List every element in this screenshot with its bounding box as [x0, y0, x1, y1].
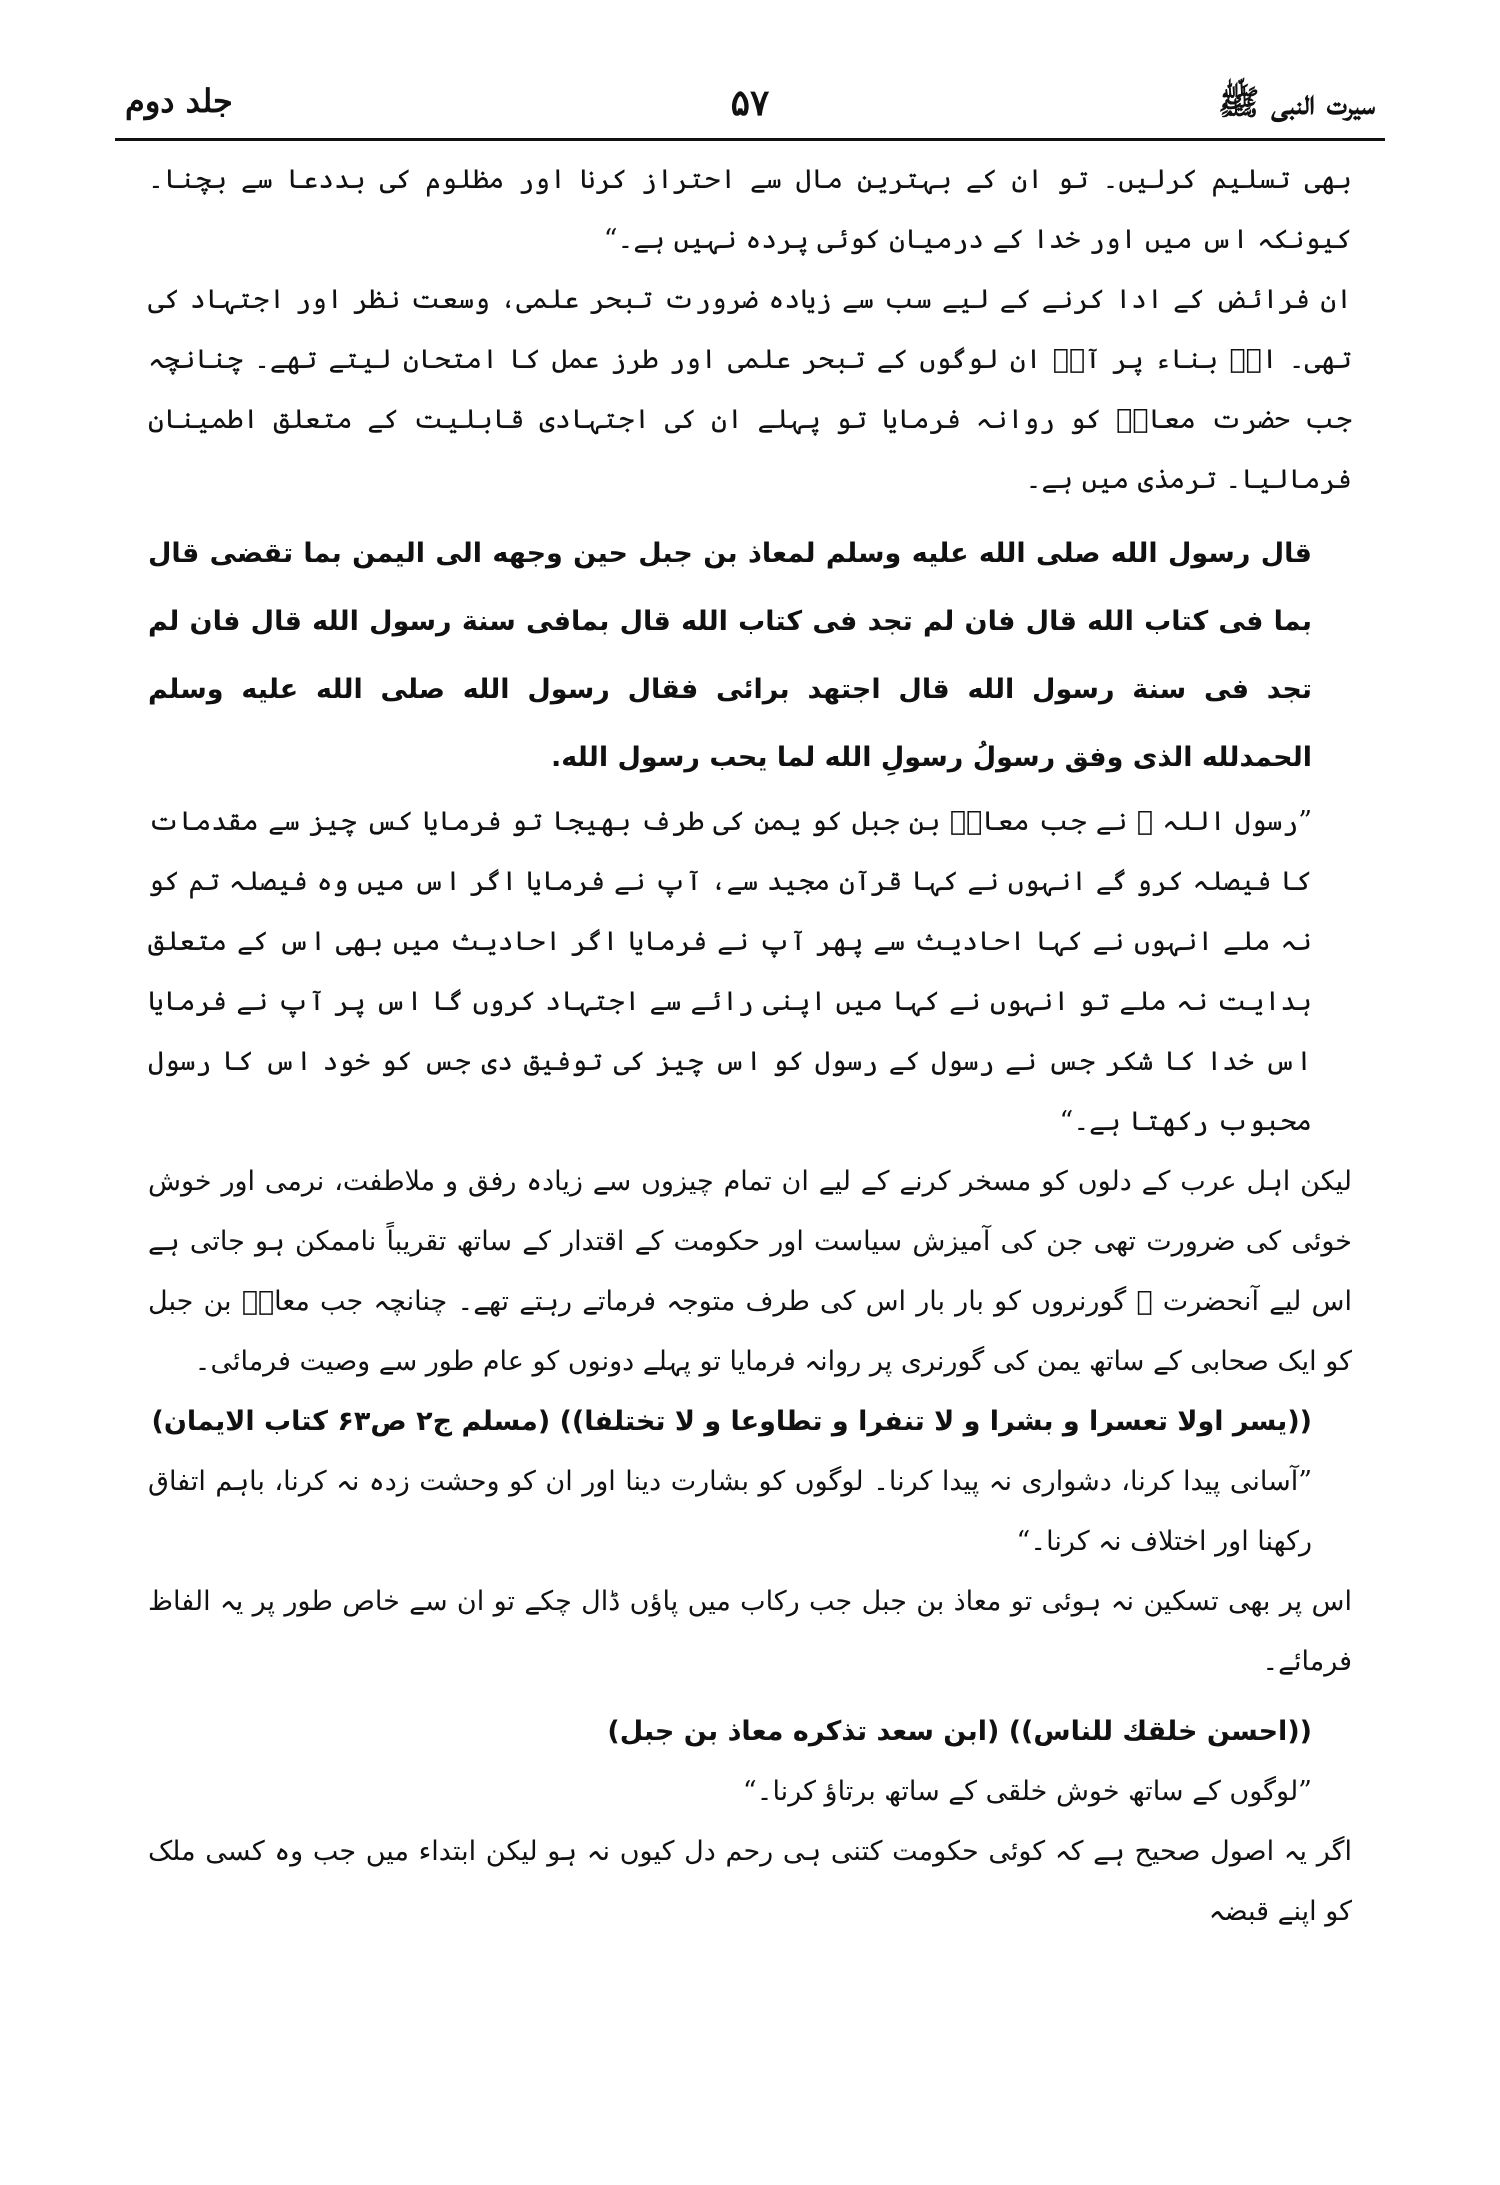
- paragraph-ijtihad: ان فرائض کے ادا کرنے کے لیے سب سے زیادہ ضرورت تبحر علمی، وسعت نظر اور اجتہاد کی تھی۔ اسؐ بناء پر آپؐ ان لوگوں کے تبحر علمی اور طرز عمل کا امتحان لیتے تھے۔ چنانچہ جب حضرت معاذؓ کو روانہ فرمایا تو پہلے ان کی اجتہادی قابلیت کے متعلق اطمینان فرمالیا۔ ترمذی میں ہے۔: [148, 284, 1352, 495]
- paragraph-continued: بھی تسلیم کرلیں۔ تو ان کے بہترین مال سے احتراز کرنا اور مظلوم کی بددعا سے بچنا۔ کیونکہ اس میں اور خدا کے درمیان کوئی پردہ نہیں ہے۔“: [148, 164, 1352, 255]
- running-title: سیرت النبی ﷺ: [1218, 83, 1375, 123]
- page-body: [148, 150, 1352, 1942]
- paragraph-principle: اگر یہ اصول صحیح ہے کہ کوئی حکومت کتنی ہی رحم دل کیوں نہ ہو لیکن ابتداء میں جب وہ کسی ملک کو اپنے قبضہ: [148, 1836, 1352, 1927]
- paragraph-gentleness: لیکن اہل عرب کے دلوں کو مسخر کرنے کے لیے ان تمام چیزوں سے زیادہ رفق و ملاطفت، نرمی اور خوش خوئی کی ضرورت تھی جن کی آمیزش سیاست اور حکومت کے اقتدار کے ساتھ تقریباً ناممکن ہو جاتی ہے اس لیے آنحضرت ﷺ گورنروں کو بار بار اس کی طرف متوجہ فرماتے رہتے تھے۔ چنانچہ جب معاذؓ بن جبل کو ایک صحابی کے ساتھ یمن کی گورنری پر روانہ فرمایا تو پہلے دونوں کو عام طور سے وصیت فرمائی۔: [148, 1166, 1352, 1377]
- paragraph-departure: اس پر بھی تسکین نہ ہوئی تو معاذ بن جبل جب رکاب میں پاؤں ڈال چکے تو ان سے خاص طور پر یہ الفاظ فرمائے۔: [148, 1586, 1352, 1677]
- arabic-hadith-muadh: قال رسول الله صلى الله عليه وسلم لمعاذ بن جبل حين وجهه الى اليمن بما تقضى قال بما فى كتاب الله قال فان لم تجد فى كتاب الله قال بمافى سنة رسول الله قال فان لم تجد فى سنة رسول الله قال اجتهد برائى فقال رسول الله صلى الله عليه وسلم الحمدلله الذى وفق رسولُ رسولِ الله لما يحب رسول الله.: [148, 538, 1312, 773]
- page-number: ۵۷: [730, 82, 770, 124]
- header-divider: [115, 138, 1385, 141]
- urdu-translation-yassir: ”آسانی پیدا کرنا، دشواری نہ پیدا کرنا۔ لوگوں کو بشارت دینا اور ان کو وحشت زدہ نہ کرنا، باہم اتفاق رکھنا اور اختلاف نہ کرنا۔“: [148, 1466, 1312, 1557]
- urdu-translation-hadith: ”رسول اللہ ﷺ نے جب معاذؓ بن جبل کو یمن کی طرف بھیجا تو فرمایا کس چیز سے مقدمات کا فیصلہ کرو گے انہوں نے کہا قرآن مجید سے، آپ نے فرمایا اگر اس میں وہ فیصلہ تم کو نہ ملے انہوں نے کہا احادیث سے پھر آپ نے فرمایا اگر احادیث میں بھی اس کے متعلق ہدایت نہ ملے تو انہوں نے کہا میں اپنی رائے سے اجتہاد کروں گا اس پر آپ نے فرمایا اس خدا کا شکر جس نے رسول کے رسول کو اس چیز کی توفیق دی جس کو خود اس کا رسول محبوب رکھتا ہے۔“: [148, 806, 1312, 1137]
- arabic-hadith-yassir: ((يسر اولا تعسرا و بشرا و لا تنفرا و تطاوعا و لا تختلفا)) (مسلم ج۲ ص۶۳ کتاب الایمان): [151, 1406, 1312, 1437]
- page-header: [115, 82, 1385, 132]
- urdu-translation-khuluq: ”لوگوں کے ساتھ خوش خلقی کے ساتھ برتاؤ کرنا۔“: [742, 1776, 1312, 1807]
- arabic-hadith-khuluq: ((احسن خلقك للناس)) (ابن سعد تذكره معاذ بن جبل): [607, 1716, 1312, 1747]
- volume-label: جلد دوم: [125, 82, 233, 120]
